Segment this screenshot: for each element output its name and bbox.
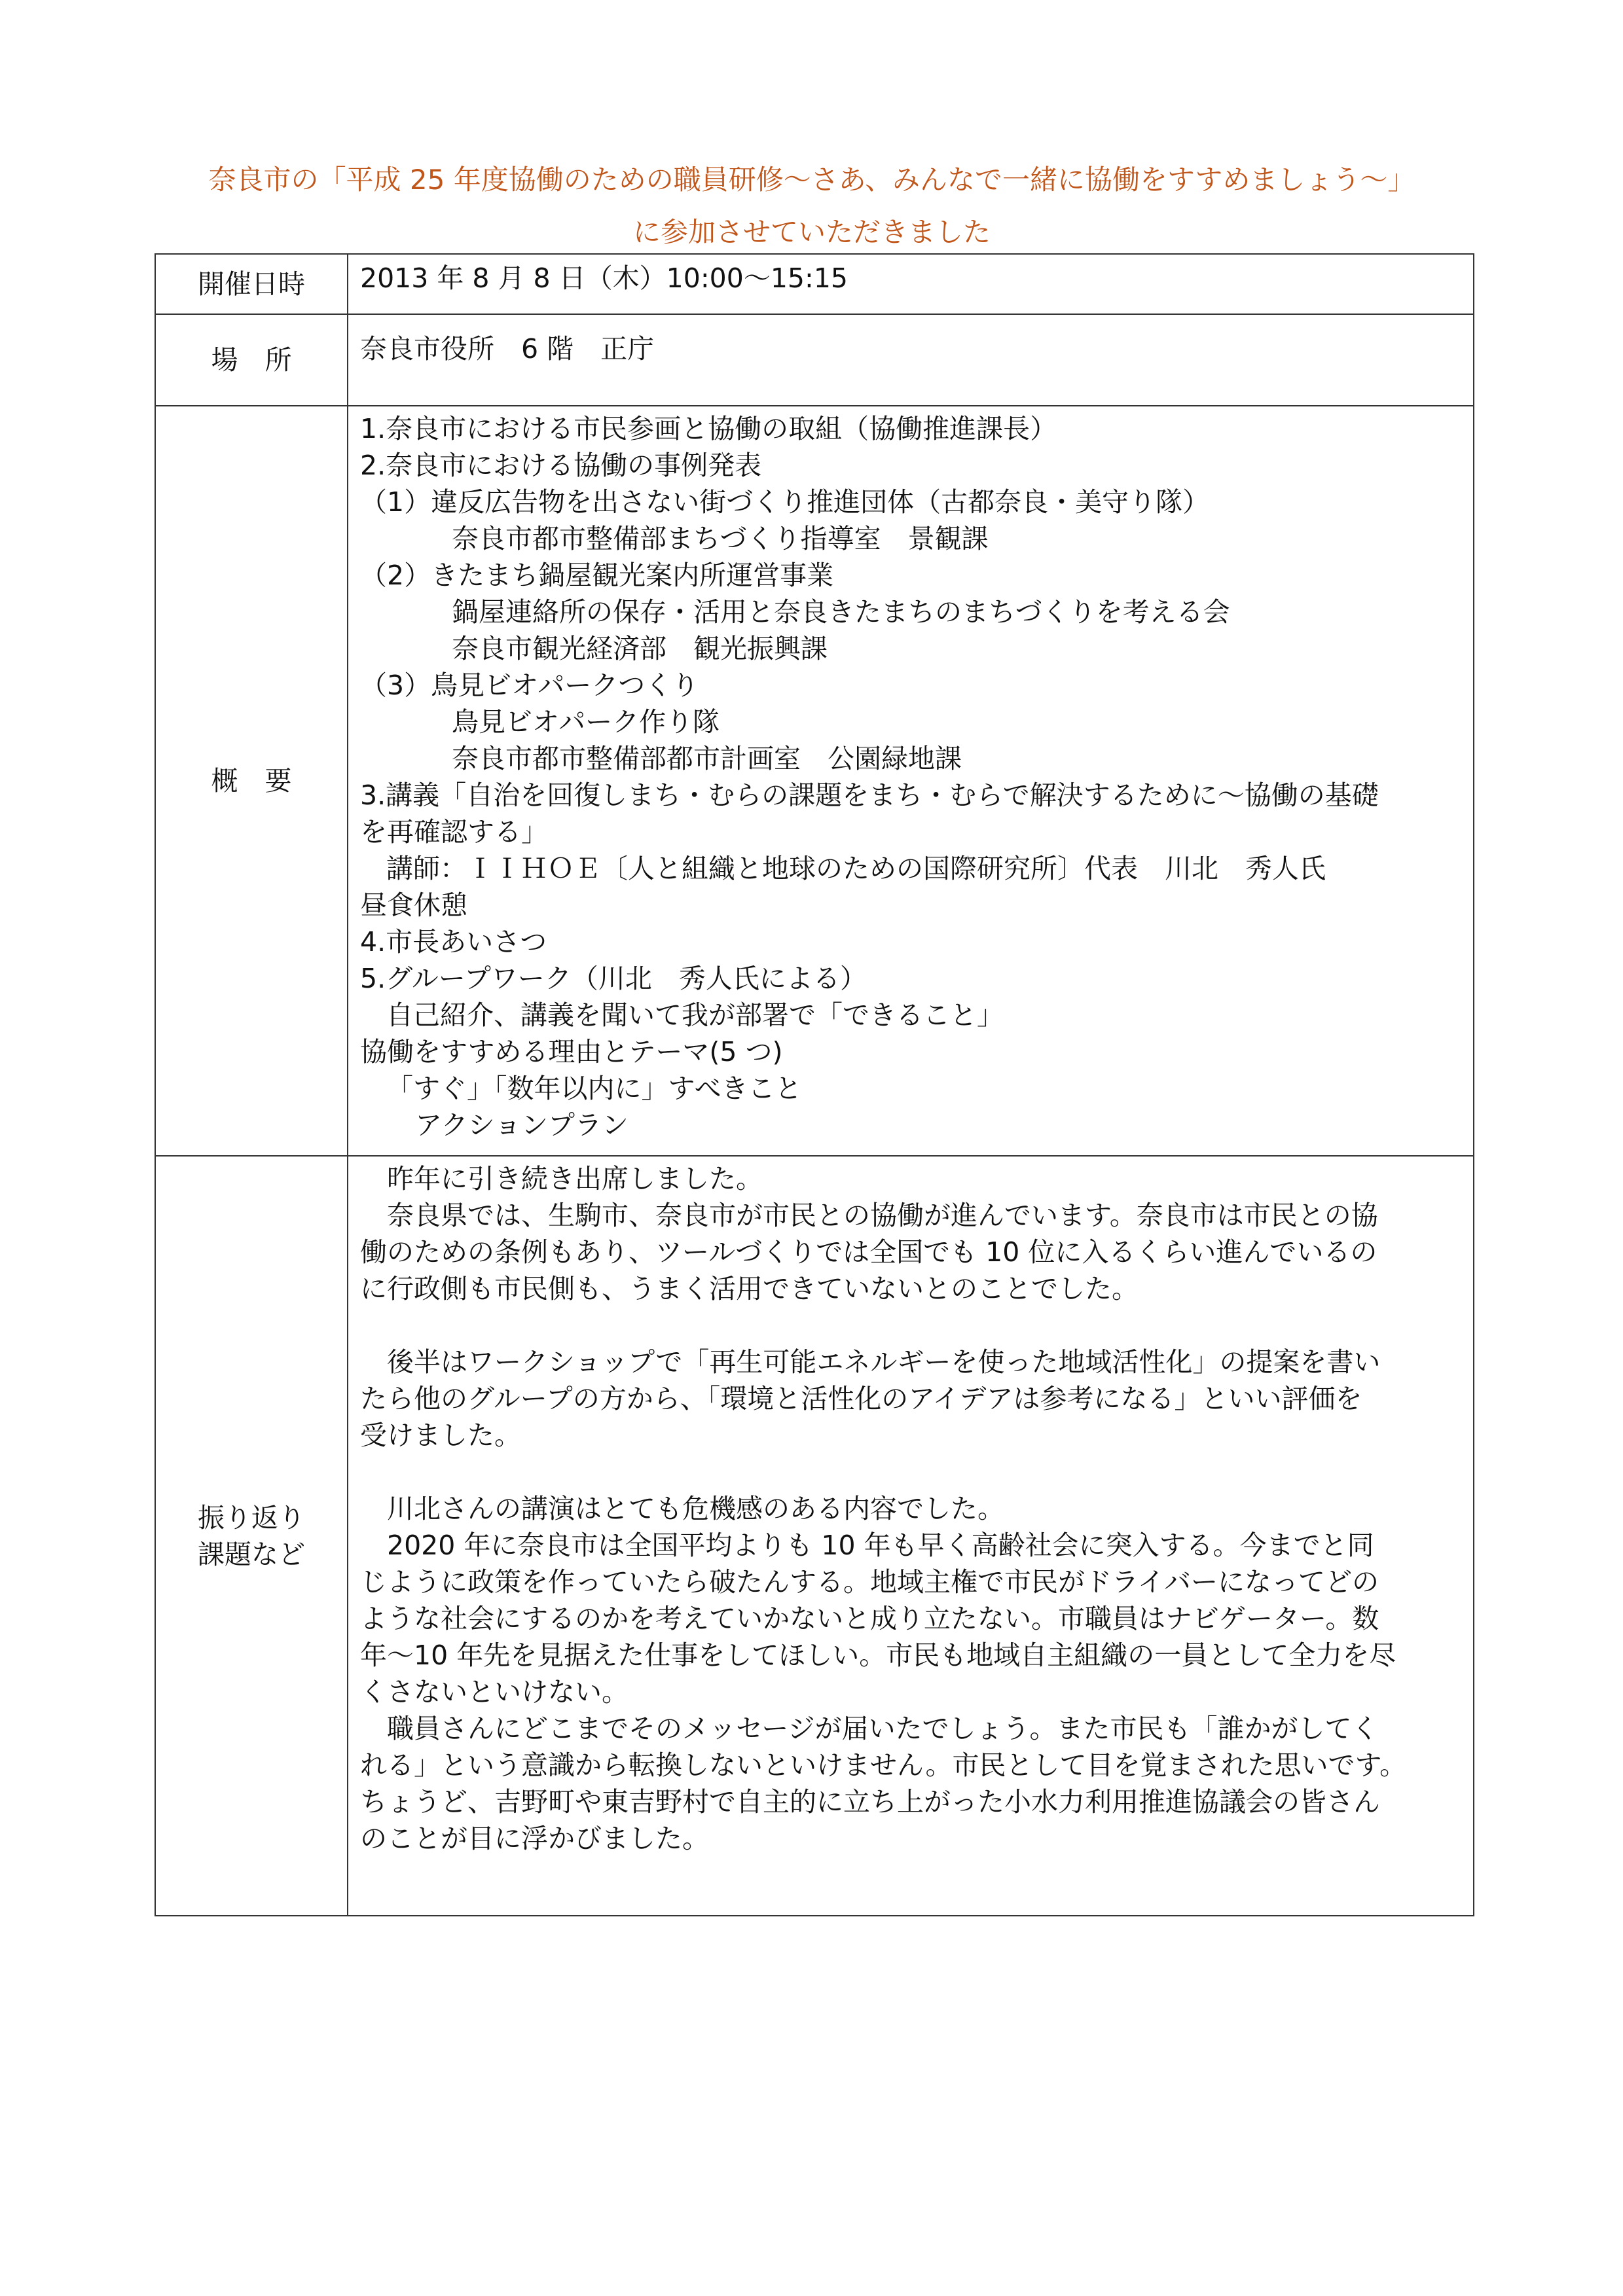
- place-label-cell: [155, 314, 348, 406]
- summary-line: （2）きたまち鍋屋観光案内所運営事業: [360, 560, 834, 591]
- summary-line: 鳥見ビオパーク作り隊: [452, 706, 720, 738]
- summary-line: を再確認する」: [360, 816, 548, 848]
- reflection-line: 受けました。: [360, 1420, 521, 1451]
- reflection-content-cell: [348, 1156, 1474, 1916]
- table-row-place: [155, 314, 1474, 406]
- place-value-cell: [348, 314, 1474, 406]
- reflection-label-cell: [155, 1156, 348, 1916]
- place-value: 奈良市役所 6 階 正庁: [360, 333, 655, 365]
- date-value-cell: [348, 254, 1474, 314]
- summary-line: 昼食休憩: [360, 889, 467, 921]
- reflection-line: 年〜10 年先を見据えた仕事をしてほしい。市民も地域自主組織の一員として全力を尽: [360, 1640, 1396, 1671]
- paragraph-gap: [360, 1454, 1463, 1490]
- summary-line: 4.市長あいさつ: [360, 926, 547, 958]
- summary-line: 奈良市都市整備部まちづくり指導室 景観課: [452, 523, 989, 554]
- summary-line: 協働をすすめる理由とテーマ(5 つ): [360, 1036, 783, 1067]
- title-line-1: 奈良市の「平成 25 年度協働のための職員研修〜さあ、みんなで一緒に協働をすすめましょう〜」: [208, 164, 1415, 196]
- reflection-line: じように政策を作っていたら破たんする。地域主権で市民がドライバーになってどの: [360, 1566, 1379, 1598]
- summary-line: 奈良市都市整備部都市計画室 公園緑地課: [452, 743, 962, 774]
- reflection-line: ような社会にするのかを考えていかないと成り立たない。市職員はナビゲーター。数: [360, 1603, 1379, 1634]
- summary-line: 奈良市観光経済部 観光振興課: [452, 633, 828, 664]
- reflection-line: に行政側も市民側も、うまく活用できていないとのことでした。: [360, 1273, 1139, 1304]
- summary-line: （3）鳥見ビオパークつくり: [360, 670, 699, 701]
- summary-line: 5.グループワーク（川北 秀人氏による）: [360, 963, 867, 994]
- date-label: 開催日時: [198, 268, 305, 300]
- date-value: 2013 年 8 月 8 日（木）10:00〜15:15: [360, 262, 848, 294]
- summary-line: 1.奈良市における市民参画と協働の取組（協働推進課長）: [360, 413, 1057, 444]
- summary-line: 3.講義「自治を回復しまち・むらの課題をまち・むらで解決するために〜協働の基礎: [360, 780, 1379, 811]
- summary-label-cell: [155, 406, 348, 1156]
- reflection-line: ちょうど、吉野町や東吉野村で自主的に立ち上がった小水力利用推進協議会の皆さん: [360, 1786, 1380, 1818]
- reflection-line: れる」という意識から転換しないといけません。市民として目を覚まされた思いです。: [360, 1749, 1407, 1781]
- reflection-line: のことが目に浮かびました。: [360, 1823, 709, 1854]
- summary-content-cell: [348, 406, 1474, 1156]
- reflection-line: 働のための条例もあり、ツールづくりでは全国でも 10 位に入るくらい進んでいるの: [360, 1236, 1377, 1268]
- summary-line: 鍋屋連絡所の保存・活用と奈良きたまちのまちづくりを考える会: [452, 596, 1230, 628]
- summary-label: 概 要: [211, 765, 292, 797]
- table-row-reflection: [155, 1156, 1474, 1916]
- reflection-line: 2020 年に奈良市は全国平均よりも 10 年も早く高齢社会に突入する。今までと同: [360, 1530, 1374, 1561]
- summary-line: 「すぐ」「数年以内に」すべきこと: [386, 1073, 802, 1104]
- table-row-date: [155, 254, 1474, 314]
- summary-line: 講師：ＩＩＨＯＥ〔人と組織と地球のための国際研究所〕代表 川北 秀人氏: [386, 853, 1326, 884]
- reflection-line: くさないといけない。: [360, 1676, 629, 1708]
- summary-line: アクションプラン: [415, 1109, 629, 1141]
- title-line-2: に参加させていただきました: [632, 216, 991, 248]
- reflection-line: 後半はワークショップで「再生可能エネルギーを使った地域活性化」の提案を書い: [360, 1346, 1381, 1378]
- report-table: [155, 253, 1474, 1916]
- reflection-label-line-1: 振り返り: [198, 1501, 305, 1534]
- table-row-summary: [155, 406, 1474, 1156]
- summary-line: （1）違反広告物を出さない街づくり推進団体（古都奈良・美守り隊）: [360, 486, 1210, 518]
- summary-line: 自己紹介、講義を聞いて我が部署で「できること」: [386, 999, 1004, 1031]
- reflection-label-line-2: 課題など: [198, 1538, 305, 1570]
- document-title: [131, 154, 1493, 259]
- date-label-cell: [155, 254, 348, 314]
- paragraph-gap: [360, 1307, 1463, 1344]
- reflection-line: 職員さんにどこまでそのメッセージが届いたでしょう。また市民も「誰かがしてく: [360, 1713, 1379, 1744]
- reflection-line: 昨年に引き続き出席しました。: [360, 1163, 763, 1194]
- reflection-line: たら他のグループの方から、「環境と活性化のアイデアは参考になる」といい評価を: [360, 1383, 1362, 1414]
- reflection-line: 奈良県では、生駒市、奈良市が市民との協働が進んでいます。奈良市は市民との協: [360, 1200, 1378, 1231]
- reflection-line: 川北さんの講演はとても危機感のある内容でした。: [360, 1493, 1004, 1524]
- summary-line: 2.奈良市における協働の事例発表: [360, 450, 762, 481]
- place-label: 場 所: [211, 344, 292, 376]
